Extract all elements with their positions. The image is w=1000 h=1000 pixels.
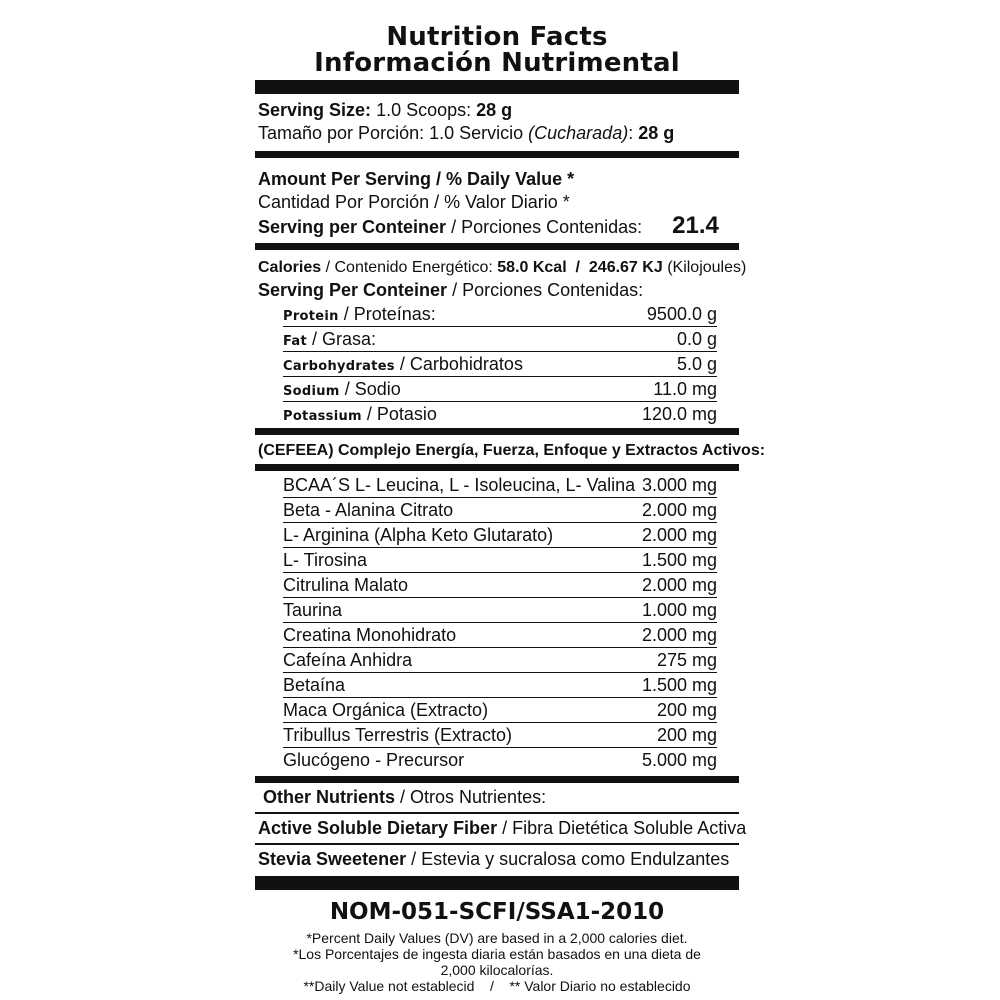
mid-rule	[255, 776, 739, 783]
mid-rule	[255, 428, 739, 435]
serving-size-es: Tamaño por Porción: 1.0 Servicio (Cucharada): 28 g	[258, 123, 675, 143]
nutrient-row-fat: Fat / Grasa: 0.0 g	[283, 327, 717, 352]
mid-rule	[255, 151, 739, 158]
calories-section	[255, 250, 747, 302]
active-row: L- Tirosina 1.500 mg	[283, 548, 717, 573]
mid-rule	[255, 243, 739, 250]
footnote-line: *Los Porcentajes de ingesta diaria están basados en una dieta de	[293, 946, 701, 962]
active-row: Taurina 1.000 mg	[283, 598, 717, 623]
active-row: Creatina Monohidrato 2.000 mg	[283, 623, 717, 648]
nutrient-table	[283, 302, 717, 426]
active-row: Betaína 1.500 mg	[283, 673, 717, 698]
serving-size-en: Serving Size: 1.0 Scoops: 28 g	[258, 100, 513, 120]
amount-per-serving-section	[255, 158, 739, 243]
footnotes	[255, 930, 739, 994]
active-row: L- Arginina (Alpha Keto Glutarato) 2.000 mg	[283, 523, 717, 548]
mid-rule	[255, 464, 739, 471]
servings-value: 21.4	[672, 212, 719, 239]
amount-per-serving-es: Cantidad Por Porción / % Valor Diario *	[258, 192, 570, 212]
active-row: Glucógeno - Precursor 5.000 mg	[283, 750, 717, 770]
amount-per-serving-en: Amount Per Serving / % Daily Value *	[258, 169, 575, 189]
nutrition-label	[255, 22, 766, 994]
footnote-line: 2,000 kilocalorías.	[440, 962, 554, 978]
active-row: Beta - Alanina Citrato 2.000 mg	[283, 498, 717, 523]
other-nutrients: Other Nutrients / Otros Nutrientes:	[263, 787, 547, 807]
footnote-line: *Percent Daily Values (DV) are based in a 2,000 calories diet.	[306, 930, 688, 946]
serving-per-container-line: Serving Per Conteiner / Porciones Contenidas:	[258, 280, 644, 300]
active-row: Cafeína Anhidra 275 mg	[283, 648, 717, 673]
thick-rule	[255, 80, 739, 94]
serving-size-section	[255, 94, 739, 151]
nutrient-row-potassium: Potassium / Potasio 120.0 mg	[283, 404, 717, 424]
cefeea-header: (CEFEEA) Complejo Energía, Fuerza, Enfoque y Extractos Activos:	[258, 442, 766, 459]
active-row: Tribullus Terrestris (Extracto) 200 mg	[283, 723, 717, 748]
thick-rule	[255, 876, 739, 890]
nom-code: NOM-051-SCFI/SSA1-2010	[329, 899, 665, 925]
footnote-line: **Daily Value not establecid / ** Valor Diario no establecido	[303, 978, 691, 994]
active-row: Citrulina Malato 2.000 mg	[283, 573, 717, 598]
active-row: Maca Orgánica (Extracto) 200 mg	[283, 698, 717, 723]
nutrient-row-protein: Protein / Proteínas: 9500.0 g	[283, 302, 717, 327]
title-english: Nutrition Facts	[386, 22, 608, 52]
calories-line: Calories / Contenido Energético: 58.0 Kcal / 246.67 KJ (Kilojoules)	[258, 259, 747, 276]
active-row: BCAA´S L- Leucina, L - Isoleucina, L- Valina 3.000 mg	[283, 473, 717, 498]
fiber-line: Active Soluble Dietary Fiber / Fibra Dietética Soluble Activa	[258, 818, 747, 838]
nutrient-row-carbohydrates: Carbohydrates / Carbohidratos 5.0 g	[283, 352, 717, 377]
nutrient-row-sodium: Sodium / Sodio 11.0 mg	[283, 377, 717, 402]
servings-per-container: Serving per Conteiner / Porciones Contenidas: 21.4	[258, 212, 719, 239]
stevia-line: Stevia Sweetener / Estevia y sucralosa como Endulzantes	[258, 849, 730, 869]
title-spanish: Información Nutrimental	[314, 48, 680, 78]
actives-table	[283, 473, 717, 772]
